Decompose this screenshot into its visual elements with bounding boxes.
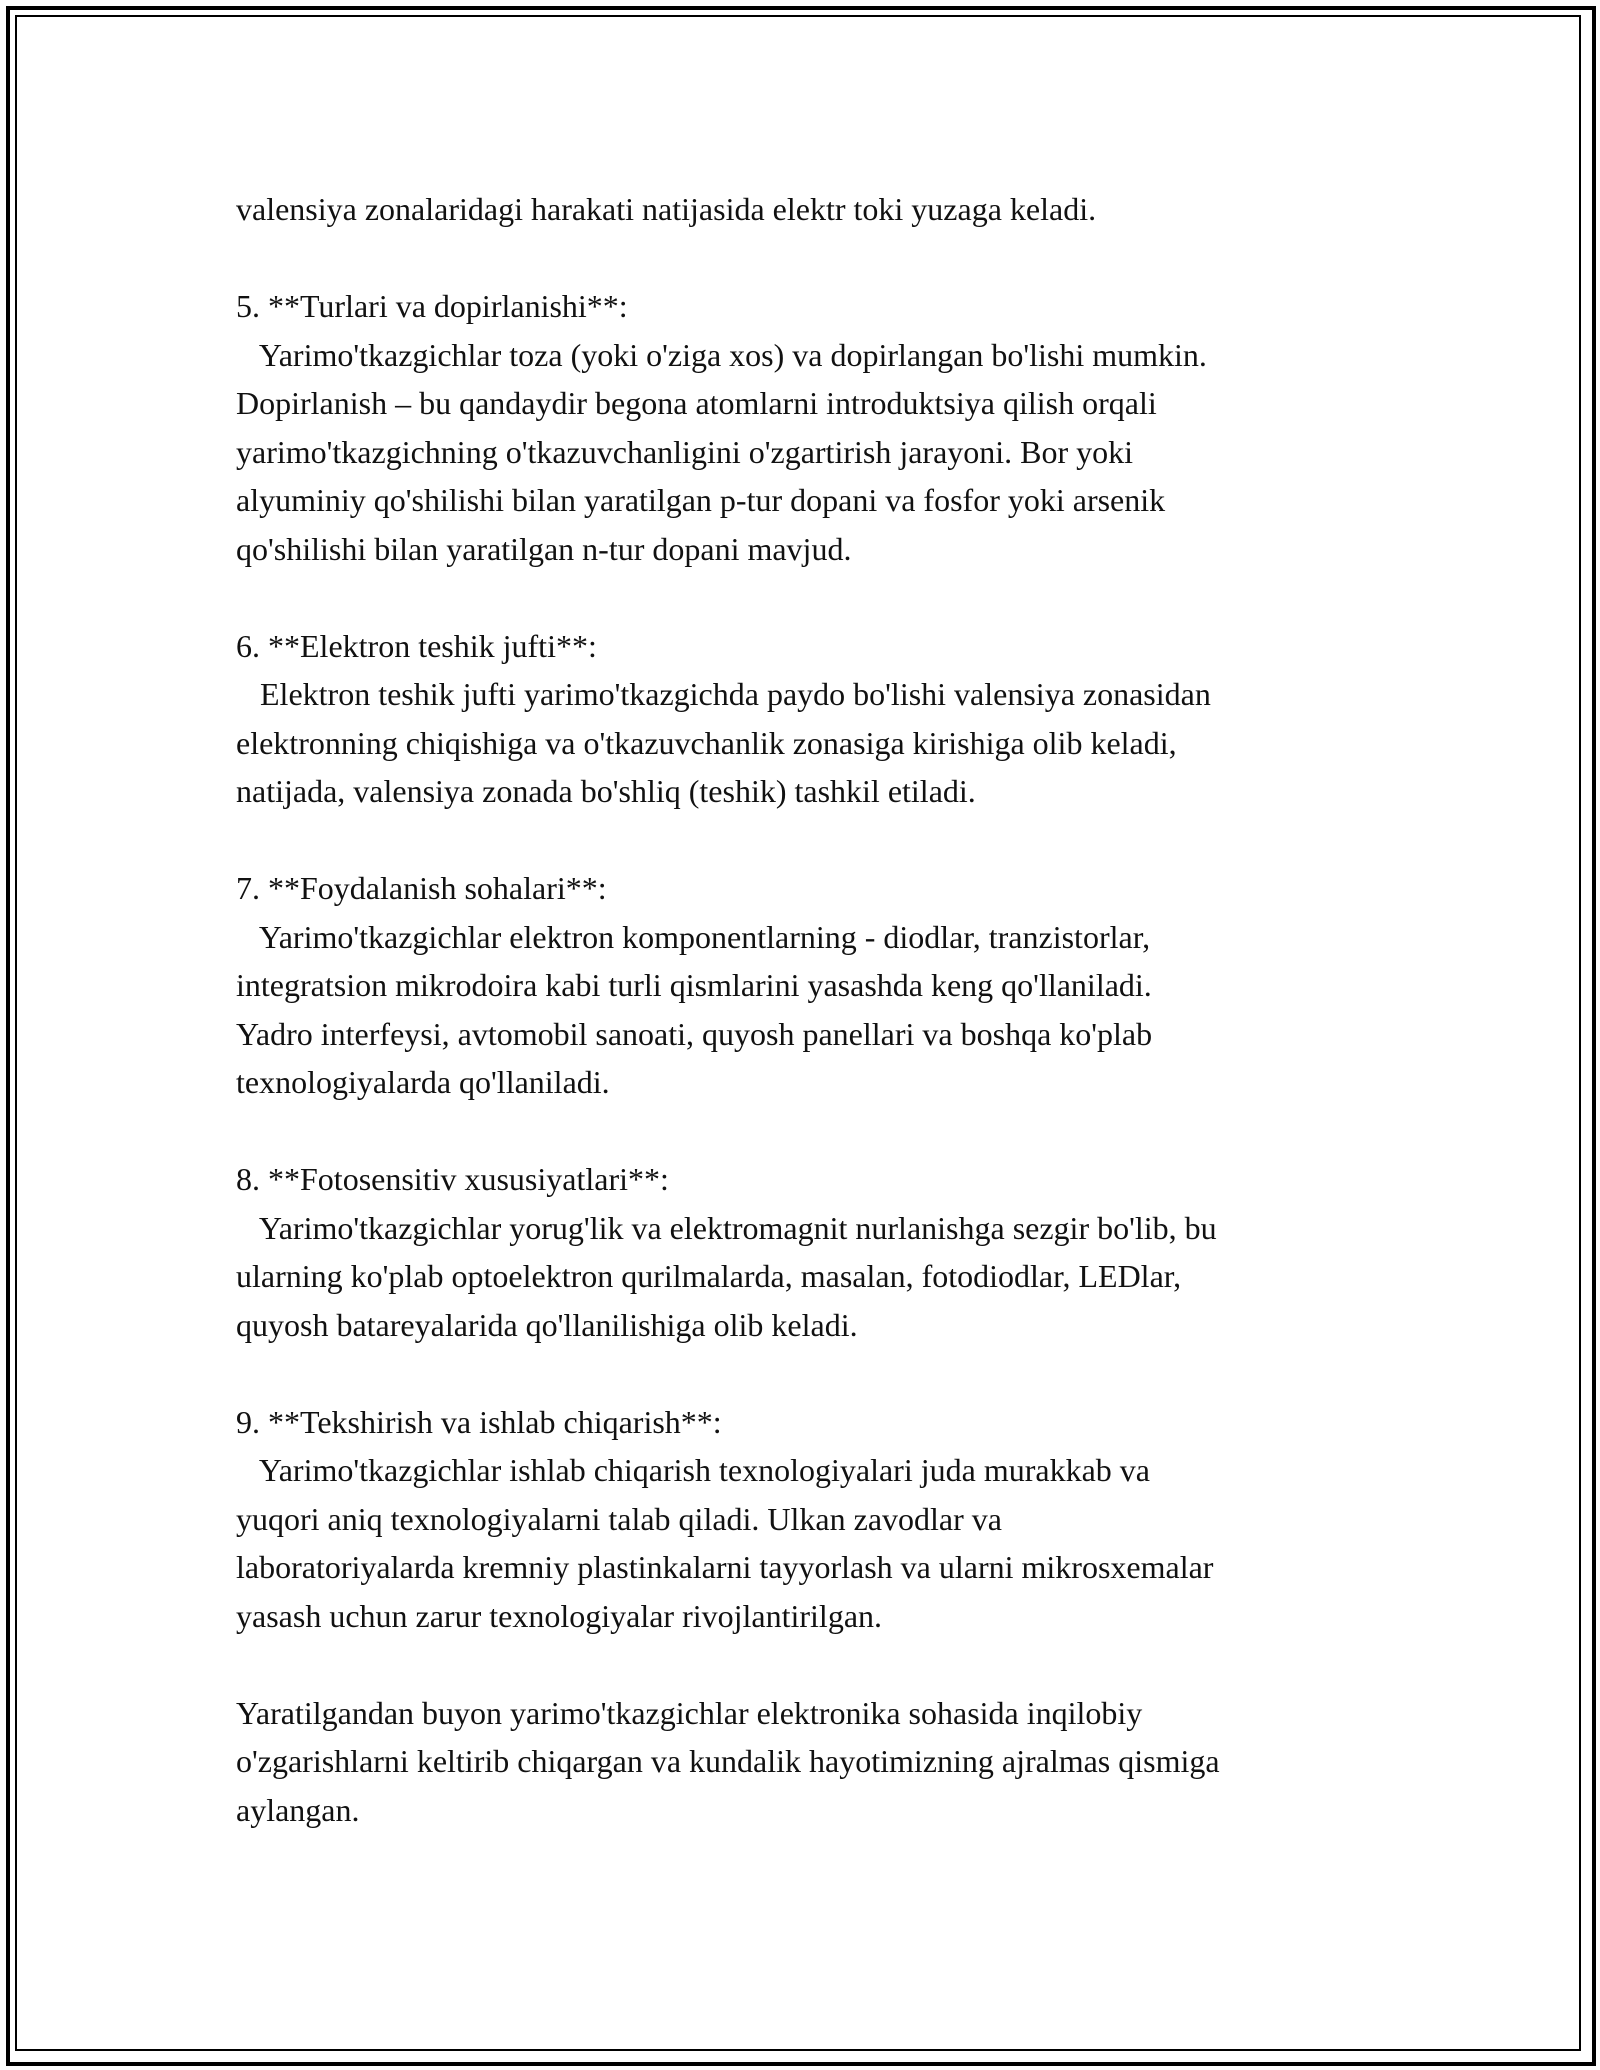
text-line: Dopirlanish – bu qandaydir begona atomlarni introduktsiya qilish orqali: [236, 385, 1157, 421]
text-line: natijada, valensiya zonada bo'shliq (teshik) tashkil etiladi.: [236, 773, 976, 809]
section-heading: 9. **Tekshirish va ishlab chiqarish**:: [236, 1403, 722, 1440]
text-line: laboratoriyalarda kremniy plastinkalarni tayyorlash va ularni mikrosxemalar: [236, 1549, 1214, 1585]
paragraph-conclusion: [236, 1689, 1396, 1835]
section-heading: 8. **Fotosensitiv xususiyatlari**:: [236, 1161, 669, 1197]
text-line: ularning ko'plab optoelektron qurilmalarda, masalan, fotodiodlar, LEDlar,: [236, 1258, 1182, 1294]
paragraph-intro-continuation: [236, 185, 1396, 234]
text-line: yasash uchun zarur texnologiyalar rivojlantirilgan.: [236, 1597, 883, 1634]
section-heading: 7. **Foydalanish sohalari**:: [236, 870, 607, 906]
text-line: Yarimo'tkazgichlar yorug'lik va elektromagnit nurlanishga sezgir bo'lib, bu: [236, 1209, 1217, 1246]
paragraph-testing-and-production: [236, 1398, 1396, 1641]
text-line: texnologiyalarda qo'llaniladi.: [236, 1064, 610, 1100]
paragraph-electron-hole-pair: [236, 622, 1396, 816]
text-line: yuqori aniq texnologiyalarni talab qiladi. Ulkan zavodlar va: [236, 1500, 1002, 1537]
text-line: yarimo'tkazgichning o'tkazuvchanligini o'zgartirish jarayoni. Bor yoki: [236, 433, 1134, 470]
paragraph-application-areas: [236, 864, 1396, 1107]
text-line: quyosh batareyalarida qo'llanilishiga olib keladi.: [236, 1306, 858, 1343]
text-line: Yarimo'tkazgichlar elektron komponentlarning - diodlar, tranzistorlar,: [236, 918, 1151, 955]
text-line: elektronning chiqishiga va o'tkazuvchanlik zonasiga kirishiga olib keladi,: [236, 724, 1177, 761]
text-line: Yaratilgandan buyon yarimo'tkazgichlar elektronika sohasida inqilobiy: [236, 1694, 1143, 1731]
document-body: [236, 185, 1396, 1834]
text-line: aylangan.: [236, 1791, 360, 1828]
text-line: o'zgarishlarni keltirib chiqargan va kundalik hayotimizning ajralmas qismiga: [236, 1743, 1220, 1779]
text-line: integratsion mikrodoira kabi turli qismlarini yasashda keng qo'llaniladi.: [236, 967, 1152, 1003]
text-line: Yarimo'tkazgichlar toza (yoki o'ziga xos) va dopirlangan bo'lishi mumkin.: [236, 336, 1207, 373]
text-line: Yarimo'tkazgichlar ishlab chiqarish texnologiyalari juda murakkab va: [236, 1452, 1150, 1488]
section-heading: 6. **Elektron teshik jufti**:: [236, 627, 597, 664]
text-line: valensiya zonalaridagi harakati natijasida elektr toki yuzaga keladi.: [236, 191, 1097, 227]
text-line: Yadro interfeysi, avtomobil sanoati, quyosh panellari va boshqa ko'plab: [236, 1015, 1153, 1052]
paragraph-types-and-doping: [236, 282, 1396, 573]
text-line: alyuminiy qo'shilishi bilan yaratilgan p-tur dopani va fosfor yoki arsenik: [236, 482, 1166, 518]
text-line: qo'shilishi bilan yaratilgan n-tur dopani mavjud.: [236, 530, 852, 567]
paragraph-photosensitive-properties: [236, 1155, 1396, 1349]
section-heading: 5. **Turlari va dopirlanishi**:: [236, 288, 628, 324]
text-line: Elektron teshik jufti yarimo'tkazgichda paydo bo'lishi valensiya zonasidan: [236, 676, 1211, 712]
